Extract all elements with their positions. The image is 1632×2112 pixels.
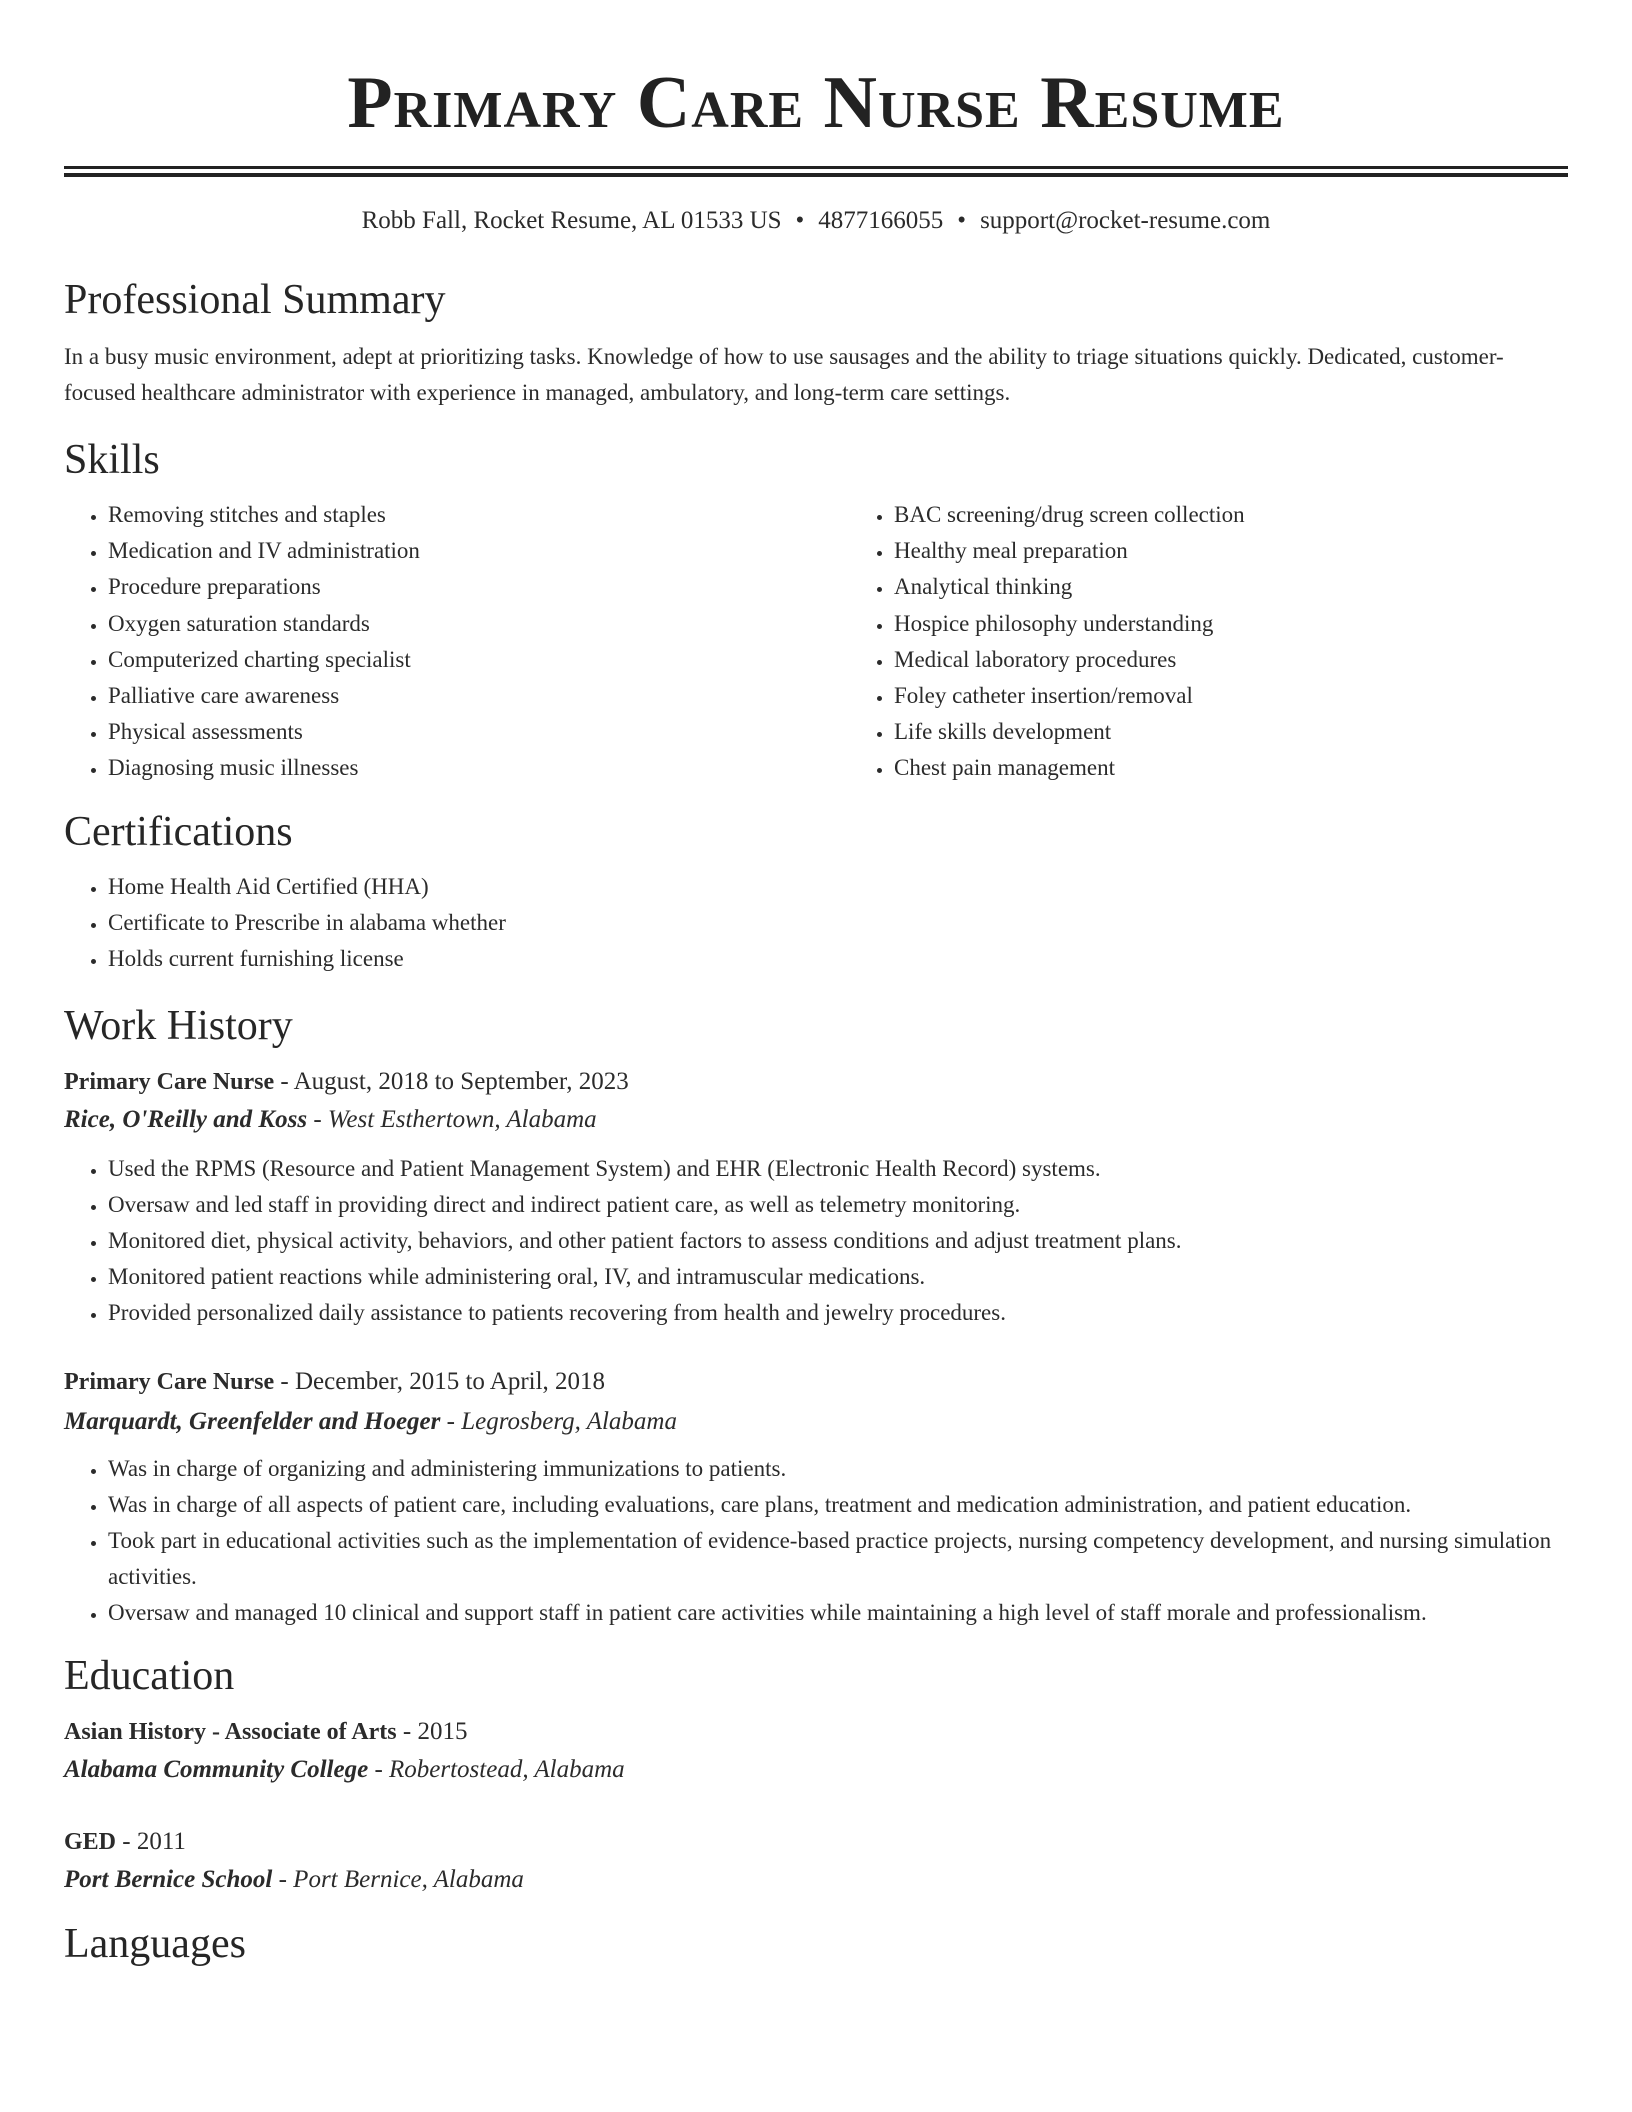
education-school: Port Bernice School	[64, 1865, 273, 1893]
contact-separator: •	[795, 207, 805, 234]
dash: -	[280, 1367, 289, 1395]
education-entry	[64, 1713, 1568, 1789]
list-item: • Physical assessments	[108, 714, 850, 750]
list-item: • Monitored diet, physical activity, behaviors, and other patient factors to assess conditions and adjust treatment plans.	[108, 1223, 1568, 1259]
dash: -	[374, 1755, 383, 1783]
job-duties-list	[64, 1151, 1568, 1331]
job-entry	[64, 1063, 1568, 1331]
job-company: Rice, O'Reilly and Koss	[64, 1105, 308, 1133]
education-year: 2015	[417, 1717, 468, 1745]
list-item: • Hospice philosophy understanding	[894, 606, 1632, 642]
education-degree-line	[64, 1823, 1568, 1861]
education-location: Port Bernice, Alabama	[293, 1865, 524, 1893]
section-heading-certifications: Certifications	[64, 808, 293, 855]
job-duties-list	[64, 1451, 1568, 1631]
list-item: • Oversaw and led staff in providing direct and indirect patient care, as well as telemetry monitoring.	[108, 1187, 1568, 1223]
section-heading-work-history: Work History	[64, 1002, 293, 1049]
list-item: • Analytical thinking	[894, 569, 1632, 605]
job-title: Primary Care Nurse	[64, 1368, 275, 1395]
dash: -	[402, 1717, 412, 1745]
job-entry	[64, 1363, 1568, 1631]
dash: -	[280, 1067, 289, 1095]
list-item: • Provided personalized daily assistance to patients recovering from health and jewelry procedures.	[108, 1295, 1568, 1331]
list-item: • Home Health Aid Certified (HHA)	[108, 869, 1568, 905]
contact-separator: •	[957, 207, 967, 234]
list-item: • BAC screening/drug screen collection	[894, 497, 1632, 533]
section-heading-summary: Professional Summary	[64, 277, 446, 323]
list-item: • Life skills development	[894, 714, 1632, 750]
job-title-line	[64, 1363, 1568, 1401]
job-location: West Esthertown, Alabama	[327, 1105, 597, 1133]
dash: -	[122, 1827, 131, 1855]
education-degree: GED	[64, 1828, 117, 1855]
education-location: Robertostead, Alabama	[389, 1755, 625, 1783]
job-company-line	[64, 1101, 1568, 1139]
resume-title: Primary Care Nurse Resume	[347, 62, 1285, 144]
dash: -	[278, 1865, 287, 1893]
list-item: • Holds current furnishing license	[108, 941, 1568, 977]
contact-email: support@rocket-resume.com	[980, 207, 1271, 234]
summary-text: In a busy music environment, adept at prioritizing tasks. Knowledge of how to use sausages and the ability to triage situations quickly. Dedicated, customer-focused healthcare administrator with experience in managed, ambulatory, and long-term care settings.	[64, 344, 1504, 405]
list-item: • Monitored patient reactions while administering oral, IV, and intramuscular medications.	[108, 1259, 1568, 1295]
contact-line	[64, 205, 1568, 237]
section-heading-skills: Skills	[64, 437, 160, 483]
list-item: • Was in charge of all aspects of patient care, including evaluations, care plans, treatment and medication administration, and patient education.	[108, 1487, 1568, 1523]
job-title-line	[64, 1063, 1568, 1101]
job-company-line	[64, 1403, 1568, 1441]
education-entry	[64, 1823, 1568, 1899]
job-dates: December, 2015 to April, 2018	[294, 1367, 606, 1395]
list-item: • Chest pain management	[894, 750, 1632, 786]
title-divider	[64, 166, 1568, 169]
list-item: • Medication and IV administration	[108, 533, 850, 569]
section-heading-education: Education	[64, 1652, 235, 1699]
contact-address: Robb Fall, Rocket Resume, AL 01533 US	[361, 207, 782, 234]
education-year: 2011	[136, 1827, 186, 1855]
dash: -	[313, 1105, 322, 1133]
job-dates: August, 2018 to September, 2023	[293, 1067, 629, 1095]
list-item: • Procedure preparations	[108, 569, 850, 605]
list-item: • Computerized charting specialist	[108, 642, 850, 678]
education-school-line	[64, 1861, 1568, 1899]
list-item: • Diagnosing music illnesses	[108, 750, 850, 786]
education-degree: Asian History - Associate of Arts	[64, 1718, 397, 1745]
list-item: • Removing stitches and staples	[108, 497, 850, 533]
list-item: • Palliative care awareness	[108, 678, 850, 714]
education-degree-line	[64, 1713, 1568, 1751]
list-item: • Healthy meal preparation	[894, 533, 1632, 569]
skills-list-left	[64, 497, 850, 787]
list-item: • Used the RPMS (Resource and Patient Management System) and EHR (Electronic Health Record) systems.	[108, 1151, 1568, 1187]
list-item: • Oxygen saturation standards	[108, 606, 850, 642]
section-heading-languages: Languages	[64, 1920, 246, 1967]
list-item: • Was in charge of organizing and administering immunizations to patients.	[108, 1451, 1568, 1487]
list-item: • Medical laboratory procedures	[894, 642, 1632, 678]
list-item: • Certificate to Prescribe in alabama whether	[108, 905, 1568, 941]
list-item: • Took part in educational activities such as the implementation of evidence-based practice projects, nursing competency development, and nursing simulation activities.	[108, 1523, 1568, 1595]
list-item: • Foley catheter insertion/removal	[894, 678, 1632, 714]
certifications-list	[64, 869, 1568, 977]
contact-phone: 4877166055	[818, 207, 944, 234]
education-school: Alabama Community College	[64, 1755, 369, 1783]
job-company: Marquardt, Greenfelder and Hoeger	[64, 1407, 441, 1435]
job-location: Legrosberg, Alabama	[461, 1407, 677, 1435]
education-school-line	[64, 1751, 1568, 1789]
dash: -	[446, 1407, 455, 1435]
list-item: • Oversaw and managed 10 clinical and support staff in patient care activities while maintaining a high level of staff morale and professionalism.	[108, 1595, 1568, 1631]
skills-list-right	[850, 497, 1632, 787]
skills-grid	[64, 497, 1568, 787]
job-title: Primary Care Nurse	[64, 1068, 275, 1095]
